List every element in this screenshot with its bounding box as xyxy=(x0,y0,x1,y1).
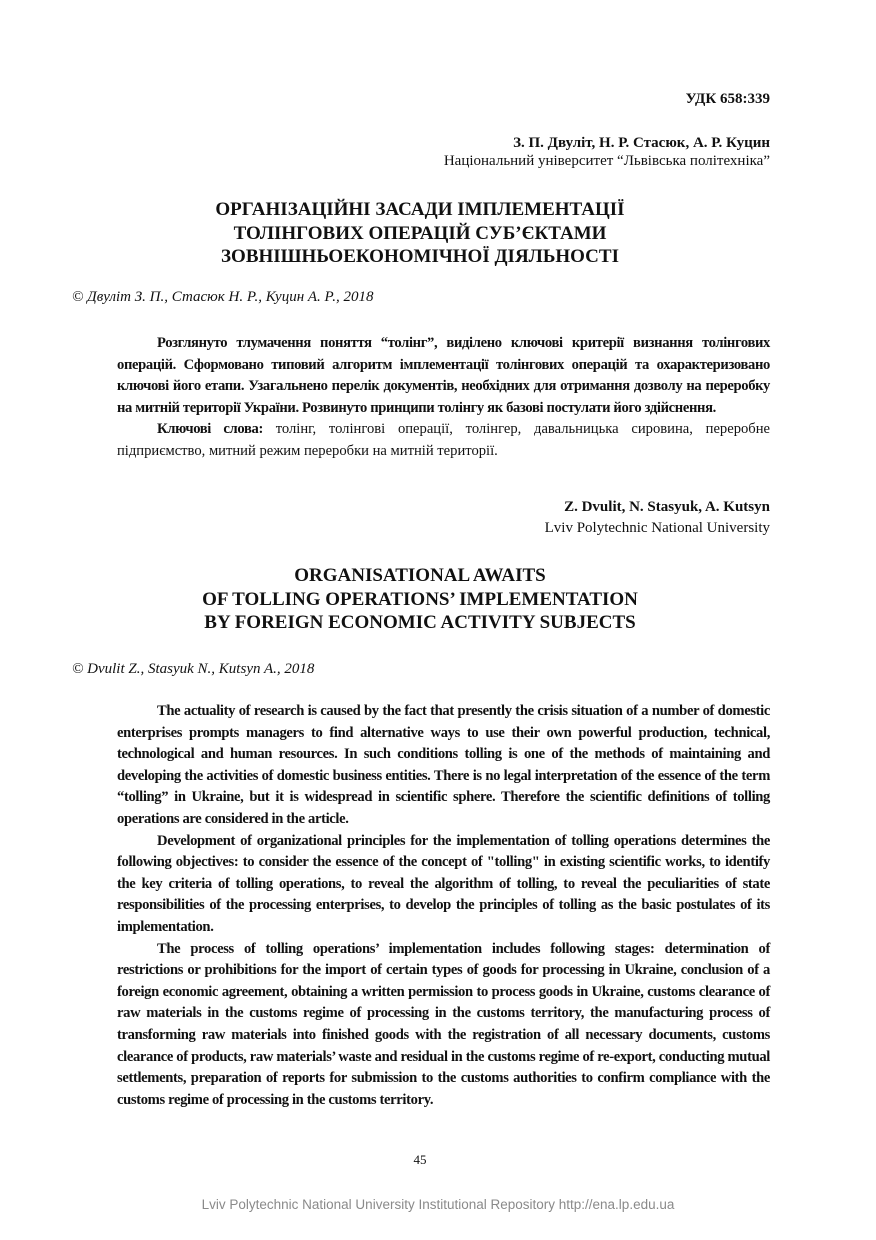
en-title-line: OF TOLLING OPERATIONS’ IMPLEMENTATION xyxy=(202,588,638,610)
en-title xyxy=(0,564,840,635)
ua-institution: Національний університет “Львівська політехніка” xyxy=(443,153,770,169)
en-abstract-paragraph: The actuality of research is caused by the fact that presently the crisis situation of a number of domestic enterprises prompts managers to find alternative ways to use their own powerful production, technical, technological and human resources. In such conditions tolling is one of the methods of maintaining and developing the activities of domestic business entities. There is no legal interpretation of the essence of the term “tolling” in Ukraine, but it is widespread in scientific sphere. Therefore the scientific definitions of tolling operations are considered in the article. xyxy=(117,703,770,827)
ua-abstract xyxy=(117,333,770,463)
ua-title-line: ОРГАНІЗАЦІЙНІ ЗАСАДИ ІМПЛЕМЕНТАЦІЇ xyxy=(215,199,625,220)
en-authors: Z. Dvulit, N. Stasyuk, A. Kutsyn xyxy=(564,499,770,515)
en-title-line: BY FOREIGN ECONOMIC ACTIVITY SUBJECTS xyxy=(204,612,636,633)
en-institution: Lviv Polytechnic National University xyxy=(544,520,770,536)
udk-code: УДК 658:339 xyxy=(685,91,770,107)
ua-copyright: © Двуліт З. П., Стасюк Н. Р., Куцин А. Р., 2018 xyxy=(72,289,374,305)
page-number: 45 xyxy=(413,1152,427,1167)
ua-abstract-text: Розглянуто тлумачення поняття “толінг”, виділено ключові критерії визнання толінгових операцій. Сформовано типовий алгоритм імплементації толінгових операцій та охарактеризовано ключові його етапи. Узагальнено перелік документів, необхідних для отримання дозволу на переробку на митній території України. Розвинуто принципи толінгу як базові постулати його здійснення. xyxy=(117,335,770,416)
en-abstract-paragraph: Development of organizational principles for the implementation of tolling operations determines the following objectives: to consider the essence of the concept of "tolling" in existing scientific works, to identify the key criteria of tolling operations, to reveal the algorithm of tolling, to reveal the peculiarities of state responsibilities of the processing enterprises, to develop the principles of tolling as the basic postulates of its implementation. xyxy=(117,832,770,935)
ua-title-line: ЗОВНІШНЬОЕКОНОМІЧНОЇ ДІЯЛЬНОСТІ xyxy=(221,246,619,267)
en-abstract-paragraph: The process of tolling operations’ implementation includes following stages: determination of restrictions or prohibitions for the import of certain types of goods for processing in Ukraine, conclusion of a foreign economic agreement, obtaining a written permission to process goods in Ukraine, customs clearance of raw materials in the customs regime of processing in the customs territory, the manufacturing process of transforming raw materials into finished goods with the registration of all necessary documents, customs clearance of products, raw materials’ waste and residual in the customs regime of re-export, conducting mutual settlements, preparation of reports for submission to the customs authorities to confirm compliance with the customs regime of processing in the customs territory. xyxy=(117,940,770,1108)
repository-footer: Lviv Polytechnic National University Institutional Repository http://ena.lp.edu.ua xyxy=(201,1197,675,1212)
keywords-text: толінг, толінгові операції, толінгер, давальницька сировина, переробне підприємство, митний режим переробки на митній території. xyxy=(117,421,770,459)
ua-title-line: ТОЛІНГОВИХ ОПЕРАЦІЙ СУБ’ЄКТАМИ xyxy=(233,222,607,244)
keywords-label: Ключові слова: xyxy=(157,421,263,438)
ua-authors: З. П. Двуліт, Н. Р. Стасюк, А. Р. Куцин xyxy=(513,135,770,151)
ua-keywords xyxy=(117,419,770,462)
en-abstract xyxy=(117,701,770,1111)
en-title-line: ORGANISATIONAL AWAITS xyxy=(294,565,546,586)
ua-title xyxy=(0,198,840,269)
en-copyright: © Dvulit Z., Stasyuk N., Kutsyn A., 2018 xyxy=(72,661,315,677)
